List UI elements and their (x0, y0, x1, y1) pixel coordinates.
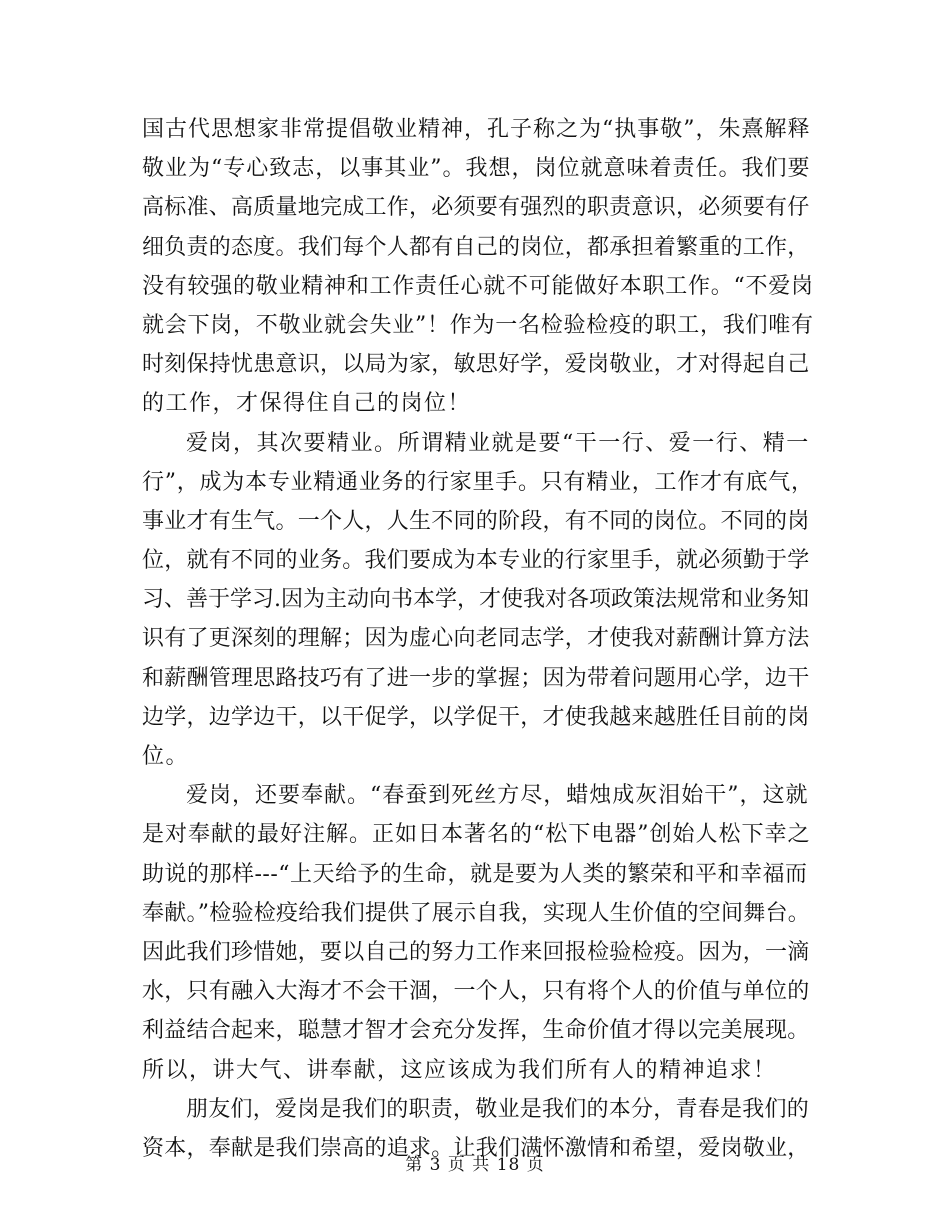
text-line: 高标准、高质量地完成工作，必须要有强烈的职责意识，必须要有仔 (142, 195, 810, 221)
text-line: 国古代思想家非常提倡敬业精神，孔子称之为“执事敬”，朱熹解释 (142, 117, 811, 142)
text-line: 奉献。”检验检疫给我们提供了展示自我，实现人生价值的空间舞台。 (142, 900, 810, 926)
text-line: 时刻保持忧患意识，以局为家，敏思好学，爱岗敬业，才对得起自己 (142, 352, 810, 378)
paragraph-first-line: 爱岗，还要奉献。“春蚕到死丝方尽，蜡烛成灰泪始干”，这就 (186, 783, 809, 809)
text-line: 位。 (142, 744, 190, 769)
text-line: 是对奉献的最好注解。正如日本著名的“松下电器”创始人松下幸之 (142, 822, 811, 848)
text-line: 因此我们珍惜她，要以自己的努力工作来回报检验检疫。因为，一滴 (142, 939, 810, 965)
text-line: 事业才有生气。一个人，人生不同的阶段，有不同的岗位。不同的岗 (142, 508, 810, 534)
page-number-footer: 第 3 页 共 18 页 (405, 1155, 545, 1175)
text-line: 细负责的态度。我们每个人都有自己的岗位，都承担着繁重的工作， (142, 234, 810, 260)
text-line: 识有了更深刻的理解；因为虚心向老同志学，才使我对薪酬计算方法 (142, 626, 810, 652)
text-line: 利益结合起来，聪慧才智才会充分发挥，生命价值才得以完美展现。 (142, 1018, 810, 1044)
paragraph-first-line: 爱岗，其次要精业。所谓精业就是要“干一行、爱一行、精一 (186, 430, 810, 456)
text-line: 边学，边学边干，以干促学，以学促干，才使我越来越胜任目前的岗 (142, 704, 810, 730)
text-line: 和薪酬管理思路技巧有了进一步的掌握；因为带着问题用心学，边干 (142, 665, 810, 691)
text-line: 资本，奉献是我们崇高的追求。让我们满怀激情和希望，爱岗敬业， (142, 1135, 810, 1161)
text-line: 就会下岗，不敬业就会失业”！作为一名检验检疫的职工，我们唯有 (142, 312, 814, 338)
text-line: 敬业为“专心致志，以事其业”。我想，岗位就意味着责任。我们要 (142, 156, 811, 182)
text-line: 位，就有不同的业务。我们要成为本专业的行家里手，就必须勤于学 (142, 548, 810, 574)
text-line: 水，只有融入大海才不会干涸，一个人，只有将个人的价值与单位的 (142, 979, 810, 1005)
paragraph-first-line: 朋友们，爱岗是我们的职责，敬业是我们的本分，青春是我们的 (186, 1096, 810, 1122)
body-text (142, 110, 814, 1168)
text-line: 没有较强的敬业精神和工作责任心就不可能做好本职工作。“不爱岗 (142, 273, 814, 299)
text-line: 助说的那样---“上天给予的生命，就是要为人类的繁荣和平和幸福而 (142, 861, 808, 887)
text-line: 所以，讲大气、讲奉献，这应该成为我们所有人的精神追求！ (142, 1057, 777, 1083)
text-line: 习、善于学习.因为主动向书本学，才使我对各项政策法规常和业务知 (142, 587, 809, 613)
text-line: 的工作，才保得住自己的岗位！ (142, 391, 472, 417)
text-line: 行”，成为本专业精通业务的行家里手。只有精业，工作才有底气， (142, 469, 814, 495)
